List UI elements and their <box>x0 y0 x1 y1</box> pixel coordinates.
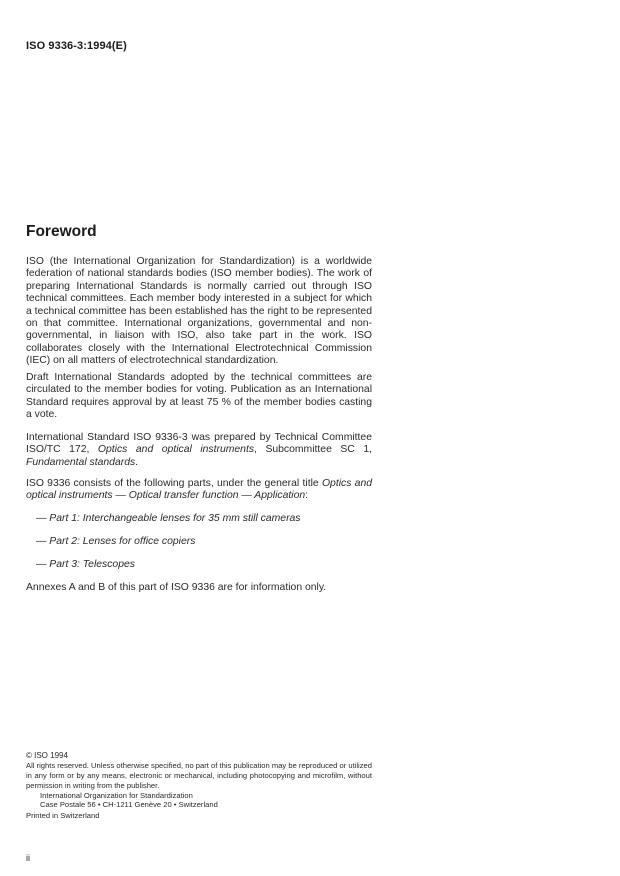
list-item-part-1 <box>36 513 301 525</box>
paragraph-parts-intro <box>26 478 372 503</box>
list-dash: — <box>36 559 50 570</box>
paragraph-draft-standards: Draft International Standards adopted by the technical committees are circulated to the member bodies for voting. Publication as an International Standard requires approval by at least 75 % of the member bodies casting a vote. <box>26 372 372 421</box>
page-number: ii <box>26 853 30 863</box>
committee-title: Optics and optical instruments <box>97 444 255 456</box>
parts-intro-text-a: ISO 9336 consists of the following parts, under the general title <box>26 478 322 489</box>
list-item-part-3 <box>36 559 135 571</box>
part-2-title: Part 2: Lenses for office copiers <box>49 536 196 547</box>
subcommittee-title: Fundamental standards <box>26 456 136 468</box>
part-1-title: Part 1: Interchangeable lenses for 35 mm still cameras <box>49 513 301 524</box>
list-dash: — <box>36 536 50 547</box>
part-3-title: Part 3: Telescopes <box>49 559 135 570</box>
general-title: Optics and optical instruments — Optical transfer function — Application <box>26 478 373 502</box>
preparation-text-e: . <box>135 456 139 468</box>
list-item-part-2 <box>36 536 195 548</box>
organization-address: Case Postale 56 • CH-1211 Genève 20 • Switzerland <box>40 800 218 809</box>
printed-in: Printed in Switzerland <box>26 811 100 820</box>
preparation-text-c: , Subcommittee SC 1, <box>254 444 373 456</box>
organization-name: International Organization for Standardization <box>40 791 193 800</box>
copyright-notice: © ISO 1994 <box>26 751 68 760</box>
preparation-text-a: International Standard ISO 9336-3 was prepared by Technical Committee ISO/TC 172, <box>26 432 372 456</box>
paragraph-iso-intro: ISO (the International Organization for Standardization) is a worldwide federation of national standards bodies (ISO member bodies). The work of preparing International Standards is normally carried out through ISO technical committees. Each member body interested in a subject for which a technical committee has been established has the right to be represented on that committee. International organizations, governmental and non-governmental, in liaison with ISO, also take part in the work. ISO collaborates closely with the International Electrotechnical Commission (IEC) on all matters of electrotechnical standardization. <box>26 256 372 367</box>
document-id: ISO 9336-3:1994(E) <box>26 40 127 52</box>
list-dash: — <box>36 513 50 524</box>
paragraph-annexes: Annexes A and B of this part of ISO 9336 are for information only. <box>26 582 327 593</box>
paragraph-preparation <box>26 432 372 469</box>
rights-statement: All rights reserved. Unless otherwise specified, no part of this publication may be reproduced or utilized in any form or by any means, electronic or mechanical, including photocopying and microfilm, without permission in writing from the publisher. <box>26 761 372 790</box>
page-title: Foreword <box>26 223 97 240</box>
parts-intro-text-c: : <box>305 490 309 502</box>
